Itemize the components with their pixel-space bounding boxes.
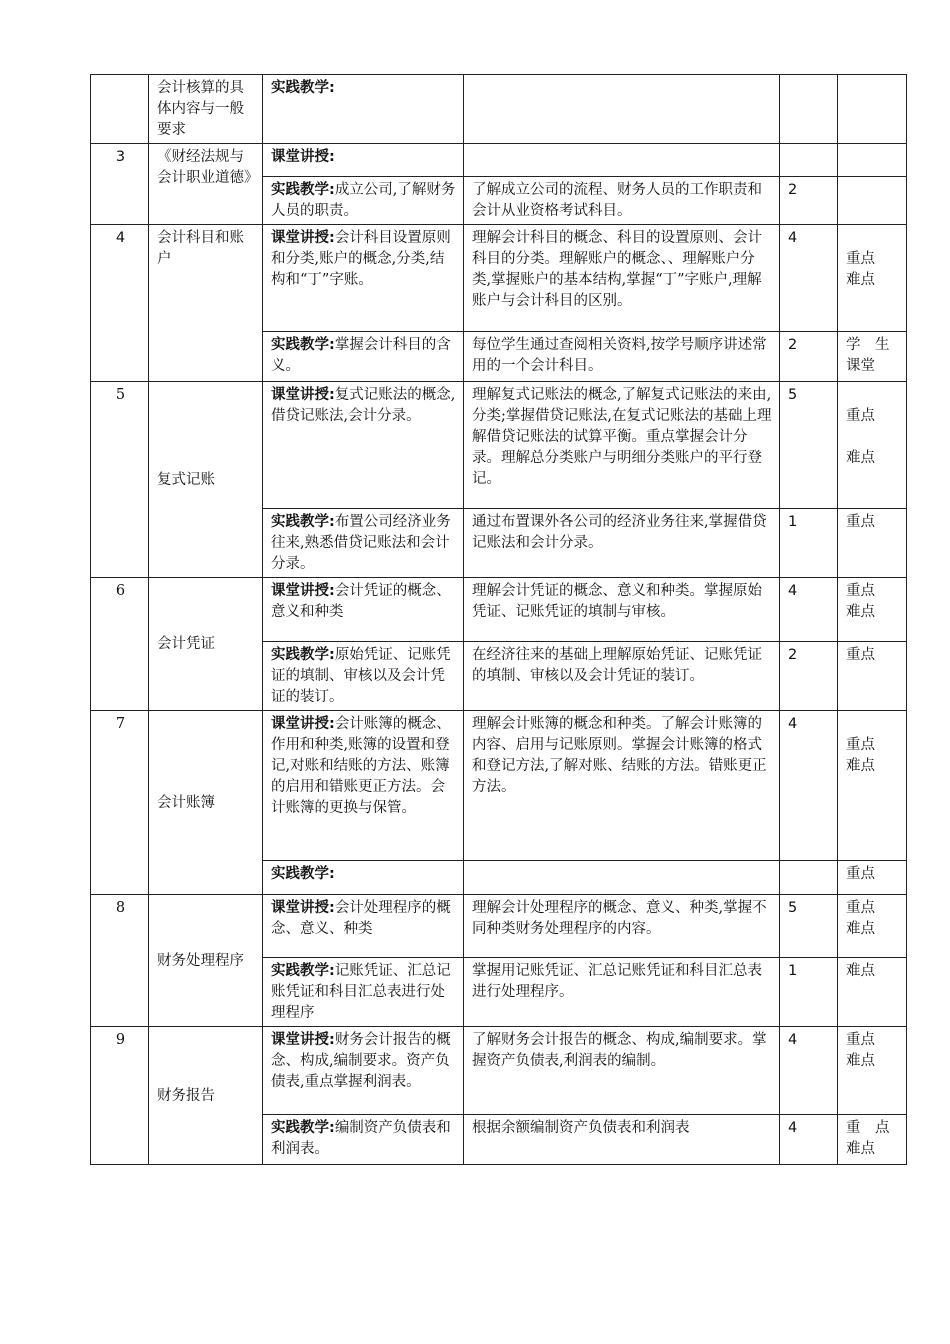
chapter-number: 9 (91, 1027, 149, 1165)
key-point-line: 难点 (846, 604, 875, 620)
class-hours: 1 (780, 509, 838, 578)
teaching-type: 实践教学: (271, 647, 335, 663)
key-point-line: 难点 (846, 963, 875, 979)
key-point-line: 难点 (846, 1141, 875, 1157)
key-point-line: 难点 (846, 921, 875, 937)
teaching-content (263, 509, 464, 578)
key-point-line: 重点 (846, 1032, 875, 1048)
class-hours: 4 (780, 578, 838, 642)
teaching-type: 实践教学: (271, 337, 335, 353)
teaching-goal: 理解会计处理程序的概念、意义、种类,掌握不同种类财务处理程序的内容。 (464, 895, 780, 958)
chapter-topic: 会计核算的具体内容与一般要求 (149, 75, 263, 144)
teaching-goal: 掌握用记账凭证、汇总记账凭证和科目汇总表进行处理程序。 (464, 958, 780, 1027)
teaching-content (263, 177, 464, 225)
teaching-goal (464, 75, 780, 144)
content-text: 财务会计报告的概念、构成,编制要求。资产负债表,重点掌握利润表。 (271, 1032, 451, 1090)
teaching-goal: 在经济往来的基础上理解原始凭证、记账凭证的填制、审核以及会计凭证的装订。 (464, 642, 780, 711)
key-point-line: 重点 (846, 583, 875, 599)
key-point-line: 重点 (846, 408, 875, 424)
key-point-line: 课堂 (846, 358, 875, 374)
key-points (838, 1027, 907, 1115)
key-point-line: 重点 (846, 514, 875, 530)
content-text: 会计凭证的概念、意义和种类 (271, 583, 451, 620)
chapter-topic: 复式记账 (149, 382, 263, 578)
content-text: 记账凭证、汇总记账凭证和科目汇总表进行处理程序 (271, 963, 451, 1021)
teaching-type: 实践教学: (271, 866, 335, 882)
teaching-goal: 了解成立公司的流程、财务人员的工作职责和会计从业资格考试科目。 (464, 177, 780, 225)
content-text: 掌握会计科目的含义。 (271, 337, 451, 374)
chapter-number (91, 75, 149, 144)
teaching-type: 实践教学: (271, 963, 335, 979)
chapter-number: 3 (91, 144, 149, 225)
key-point-line: 难点 (846, 1053, 875, 1069)
key-points (838, 509, 907, 578)
content-text: 布置公司经济业务往来,熟悉借贷记账法和会计分录。 (271, 514, 451, 572)
table-row (91, 711, 907, 861)
key-point-line (846, 427, 900, 448)
teaching-content (263, 578, 464, 642)
teaching-content (263, 711, 464, 861)
teaching-content (263, 144, 464, 177)
teaching-content (263, 958, 464, 1027)
class-hours: 5 (780, 895, 838, 958)
chapter-number: 5 (91, 382, 149, 578)
teaching-content (263, 895, 464, 958)
teaching-goal: 理解复式记账法的概念,了解复式记账法的来由,分类;掌握借贷记账法,在复式记账法的基础上理解借贷记账法的试算平衡。重点掌握会计分录。理解总分类账户与明细分类账户的平行登记。 (464, 382, 780, 509)
content-text: 复式记账法的概念,借贷记账法,会计分录。 (271, 387, 456, 424)
teaching-type: 课堂讲授: (271, 716, 335, 732)
table-row (91, 382, 907, 509)
key-points (838, 382, 907, 509)
key-point-line: 重点 (846, 737, 875, 753)
teaching-goal: 理解会计科目的概念、科目的设置原则、会计科目的分类。理解账户的概念、、理解账户分类,掌握账户的基本结构,掌握“丁”字账户,理解账户与会计科目的区别。 (464, 225, 780, 332)
key-points (838, 578, 907, 642)
teaching-goal (464, 861, 780, 895)
table-row (91, 75, 907, 144)
class-hours: 4 (780, 711, 838, 861)
teaching-goal: 每位学生通过查阅相关资料,按学号顺序讲述常用的一个会计科目。 (464, 332, 780, 382)
class-hours: 5 (780, 382, 838, 509)
chapter-topic: 财务处理程序 (149, 895, 263, 1027)
chapter-topic: 《财经法规与会计职业道德》 (149, 144, 263, 225)
teaching-goal: 理解会计凭证的概念、意义和种类。掌握原始凭证、记账凭证的填制与审核。 (464, 578, 780, 642)
teaching-content (263, 225, 464, 332)
key-points (838, 75, 907, 144)
key-points (838, 642, 907, 711)
content-text: 编制资产负债表和利润表。 (271, 1120, 451, 1157)
table-row (91, 144, 907, 177)
key-points (838, 225, 907, 332)
teaching-content (263, 75, 464, 144)
table-row (91, 578, 907, 642)
chapter-number: 7 (91, 711, 149, 895)
syllabus-table (90, 74, 907, 1165)
teaching-goal (464, 144, 780, 177)
teaching-type: 课堂讲授: (271, 387, 335, 403)
table-row (91, 225, 907, 332)
key-points (838, 177, 907, 225)
class-hours (780, 144, 838, 177)
chapter-number: 4 (91, 225, 149, 382)
class-hours: 2 (780, 642, 838, 711)
teaching-content (263, 382, 464, 509)
key-points (838, 958, 907, 1027)
teaching-goal: 通过布置课外各公司的经济业务往来,掌握借贷记账法和会计分录。 (464, 509, 780, 578)
teaching-content (263, 332, 464, 382)
key-point-line: 重 点 (846, 1120, 890, 1136)
teaching-type: 课堂讲授: (271, 900, 335, 916)
content-text: 会计账簿的概念、作用和种类,账簿的设置和登记,对账和结账的方法、账簿的启用和错账更正方法。会计账簿的更换与保管。 (271, 716, 451, 816)
teaching-type: 实践教学: (271, 182, 335, 198)
class-hours (780, 75, 838, 144)
teaching-type: 课堂讲授: (271, 1032, 335, 1048)
table-row (91, 1027, 907, 1115)
chapter-topic: 会计科目和账户 (149, 225, 263, 382)
teaching-goal: 了解财务会计报告的概念、构成,编制要求。掌握资产负债表,利润表的编制。 (464, 1027, 780, 1115)
key-points (838, 861, 907, 895)
key-point-line: 重点 (846, 647, 875, 663)
class-hours: 2 (780, 332, 838, 382)
chapter-topic: 会计账簿 (149, 711, 263, 895)
chapter-number: 6 (91, 578, 149, 711)
chapter-topic: 财务报告 (149, 1027, 263, 1165)
key-point-line: 重点 (846, 251, 875, 267)
content-text: 会计处理程序的概念、意义、种类 (271, 900, 451, 937)
teaching-type: 实践教学: (271, 1120, 335, 1136)
content-text: 原始凭证、记账凭证的填制、审核以及会计凭证的装订。 (271, 647, 451, 705)
teaching-content (263, 642, 464, 711)
key-point-line: 难点 (846, 272, 875, 288)
teaching-type: 课堂讲授: (271, 583, 335, 599)
teaching-content (263, 1027, 464, 1115)
teaching-goal: 理解会计账簿的概念和种类。了解会计账簿的内容、启用与记账原则。掌握会计账簿的格式和登记方法,了解对账、结账的方法。错账更正方法。 (464, 711, 780, 861)
key-points (838, 895, 907, 958)
key-point-line: 难点 (846, 450, 875, 466)
teaching-type: 课堂讲授: (271, 230, 335, 246)
teaching-content (263, 1115, 464, 1165)
teaching-type: 课堂讲授: (271, 149, 335, 165)
teaching-goal: 根据余额编制资产负债表和利润表 (464, 1115, 780, 1165)
key-point-line: 学 生 (846, 337, 890, 353)
class-hours: 4 (780, 1027, 838, 1115)
class-hours: 4 (780, 1115, 838, 1165)
content-text: 成立公司,了解财务人员的职责。 (271, 182, 456, 219)
chapter-number: 8 (91, 895, 149, 1027)
class-hours (780, 861, 838, 895)
key-points (838, 1115, 907, 1165)
teaching-type: 实践教学: (271, 514, 335, 530)
chapter-topic: 会计凭证 (149, 578, 263, 711)
content-text: 会计科目设置原则和分类,账户的概念,分类,结构和“丁”字账。 (271, 230, 451, 288)
key-points (838, 711, 907, 861)
class-hours: 1 (780, 958, 838, 1027)
teaching-type: 实践教学: (271, 80, 335, 96)
table-row (91, 895, 907, 958)
key-points (838, 144, 907, 177)
teaching-content (263, 861, 464, 895)
key-point-line: 难点 (846, 758, 875, 774)
key-points (838, 332, 907, 382)
class-hours: 2 (780, 177, 838, 225)
key-point-line: 重点 (846, 900, 875, 916)
key-point-line: 重点 (846, 866, 875, 882)
class-hours: 4 (780, 225, 838, 332)
